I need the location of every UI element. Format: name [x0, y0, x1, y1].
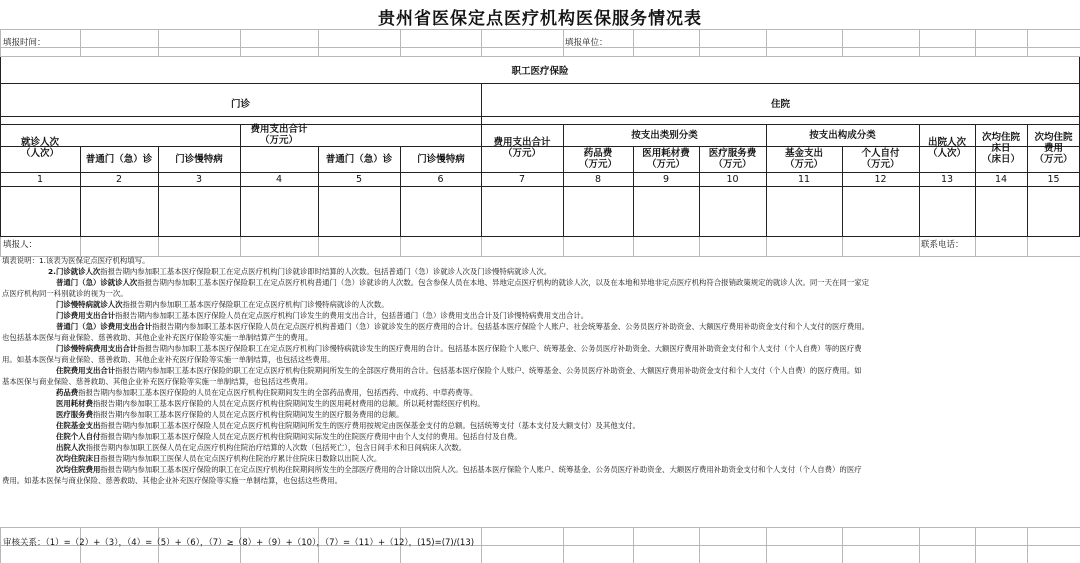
instruction-line: [2, 333, 312, 342]
instruction-line: [56, 410, 403, 419]
instruction-text: 指报告期内参加职工基本医疗保险的职工在定点医疗机构住院期间所发生的全部医疗费用的合计除以出院人次。包括基本医疗保险个人账户、统筹基金、公务员医疗补助资金、大额医疗费用补助资金支付和个人支付（个人自费）的医疗: [100, 465, 862, 474]
col-chronic-2: 门诊慢特病: [417, 153, 465, 165]
instruction-line: [56, 344, 862, 353]
instruction-term: 门诊慢特病费用支出合计: [56, 344, 138, 353]
instruction-term: 普通门（急）诊就诊人次: [56, 278, 138, 287]
instruction-line: [48, 267, 551, 276]
column-number: 6: [437, 174, 444, 185]
column-number: 1: [36, 174, 44, 185]
instruction-line: [56, 366, 862, 375]
audit-relations: 审核关系：（1）=（2）+（3），（4）=（5）+（6），（7）≥（8）+（9）+（10），（7）=（11）+（12），(15)=(7)/(13): [3, 538, 475, 548]
instruction-text: 指报告期内参加职工医保人员在定点医疗机构住院治疗结算的人次数（包括死亡），包含日间手术和日间病床人次数。: [85, 443, 467, 452]
page-title: 贵州省医保定点医疗机构医保服务情况表: [378, 9, 702, 29]
instruction-term: 医用耗材费: [56, 399, 93, 408]
fill-time-label: 填报时间：: [3, 38, 46, 48]
instruction-text: 费用。如基本医保与商业保险、慈善救助、其他企业补充医疗保险等实施一单制结算，也包括这些费用。: [2, 476, 342, 485]
instruction-text: 指报告期内参加职工基本医疗保险人员在定点医疗机构住院期间所发生的医疗费用按规定由医保基金支付的总额。包括统筹支付（基本支付及大额支付）及其他支付。: [100, 421, 640, 430]
instruction-line: [56, 322, 869, 331]
column-number: 4: [275, 174, 283, 185]
instruction-text: 指报告期内参加职工基本医疗保险的人员在定点医疗机构住院期间发生的医用耗材费用的总额。所以耗材需经医疗机构。: [92, 399, 485, 408]
column-number: 12: [874, 174, 887, 185]
column-number: 5: [355, 174, 363, 185]
instruction-line: [56, 432, 522, 441]
column-number: 13: [940, 174, 954, 185]
instruction-text: 用。如基本医保与商业保险、慈善救助、其他企业补充医疗保险等实施一单制结算，也包括这些费用。: [2, 355, 335, 364]
phone-label: 联系电话：: [921, 240, 964, 250]
instruction-line: [56, 278, 869, 287]
col-bed-days: 次均住院 床日 （床日）: [981, 131, 1020, 165]
instruction-line: [56, 300, 389, 309]
column-number: 3: [195, 174, 203, 185]
instruction-text: 指报告期内参加职工基本医疗保险职工在定点医疗机构门诊就诊即时结算的人次数。包括普通门（急）诊就诊人次及门诊慢特病就诊人次。: [100, 267, 552, 276]
instruction-text: 指报告期内参加职工基本医疗保险的人员在定点医疗机构住院期间发生的医疗服务费用的总额。: [92, 410, 404, 419]
instruction-line: [56, 443, 466, 452]
instruction-text: 指报告期内参加职工基本医疗保险职工在定点医疗机构门诊慢特病就诊发生的医疗费用的合计。包括基本医疗保险个人账户、统筹基金、公务员医疗补助资金、大额医疗费用补助资金支付和个人支付（个人自费）等的医疗费: [137, 344, 862, 353]
col-chronic: 门诊慢特病: [175, 153, 223, 165]
col-discharge: 出院人次 （人次）: [927, 137, 966, 159]
column-number: 8: [594, 174, 602, 185]
instruction-term: 住院个人自付: [56, 432, 101, 441]
col-avg-cost: 次均住院 费用 （万元）: [1034, 131, 1073, 165]
inpatient-header: 住院: [770, 98, 790, 110]
instruction-line: [2, 256, 149, 265]
col-visits: 就诊人次 （人次）: [20, 137, 59, 159]
instruction-text: 填表说明：1.该表为医保定点医疗机构填写。: [2, 256, 150, 265]
instruction-term: 次均住院费用: [56, 465, 101, 474]
instruction-line: [2, 355, 335, 364]
column-number: 7: [518, 174, 526, 185]
instruction-text: 指报告期内参加职工基本医疗保险职工在定点医疗机构普通门（急）诊就诊的人次数。包含参保人员在本地、异地定点医疗机构的就诊人次，以及在本地和异地非定点医疗机构符合报销政策规定的就诊人次。同一天在同一家定: [137, 278, 869, 287]
instruction-term: 出院人次: [56, 443, 86, 452]
col-by-type: 按支出类别分类: [631, 129, 698, 141]
fill-unit-label: 填报单位：: [565, 38, 608, 48]
col-ordinary-2: 普通门（急）诊: [325, 153, 393, 165]
instruction-term: 次均住院床日: [56, 454, 101, 463]
instruction-line: [2, 289, 128, 298]
column-number: 2: [115, 174, 123, 185]
instruction-line: [56, 454, 381, 463]
instruction-term: 药品费: [56, 388, 79, 397]
outpatient-header: 门诊: [230, 98, 250, 110]
column-number: 11: [797, 174, 811, 185]
instruction-term: 住院基金支出: [56, 421, 101, 430]
instruction-line: [2, 377, 312, 386]
instruction-line: [56, 388, 477, 397]
instruction-term: 普通门（急）诊费用支出合计: [56, 322, 153, 331]
instruction-text: 点医疗机构同一科别就诊的视为一次。: [2, 289, 128, 298]
col-ip-cost: 费用支出合计 （万元）: [493, 137, 551, 159]
col-ordinary: 普通门（急）诊: [85, 153, 153, 165]
section-header: 职工医疗保险: [511, 65, 569, 77]
column-number: 14: [994, 174, 1008, 185]
instruction-text: 指报告期内参加职工基本医疗保险人员在定点医疗机构门诊发生的费用支出合计，包括普通门（急）诊费用支出合计及门诊慢特病费用支出合计。: [115, 311, 589, 320]
instruction-line: [2, 476, 342, 485]
instruction-text: 指报告期内参加职工医保人员在定点医疗机构住院治疗累计住院床日数除以出院人次。: [100, 454, 382, 463]
instruction-text: 指报告期内参加职工基本医疗保险的职工在定点医疗机构住院期间所发生的全部医疗费用的合计。包括基本医疗保险个人账户、统筹基金、公务员医疗补助资金、大额医疗费用补助资金支付和个人支付（个人自费）的医疗费用。如: [115, 366, 862, 375]
instruction-term: 医疗服务费: [56, 410, 93, 419]
instruction-text: 基本医保与商业保险、慈善救助、其他企业补充医疗保险等实施一单制结算，也包括这些费用。: [2, 377, 313, 386]
column-number: 9: [662, 174, 670, 185]
instruction-term: 门诊慢特病就诊人次: [56, 300, 123, 309]
col-fund: 基金支出 （万元）: [784, 148, 823, 170]
instruction-line: [56, 421, 640, 430]
col-material: 医用耗材费 （万元）: [642, 148, 690, 170]
instruction-text: 指报告期内参加职工基本医疗保险人员在定点医疗机构普通门（急）诊就诊发生的医疗费用的合计。包括基本医疗保险个人账户、社会统筹基金、公务员医疗补助资金、大额医疗费用补助资金支付和个人支付的医疗费用。: [152, 322, 869, 331]
instruction-text: 也包括基本医保与商业保险、慈善救助、其他企业补充医疗保险等实施一单制结算产生的费用。: [2, 333, 313, 342]
instruction-line: [56, 465, 862, 474]
col-op-cost: 费用支出合计 （万元）: [250, 124, 308, 146]
instruction-line: [56, 399, 485, 408]
instruction-text: 指报告期内参加职工基本医疗保险职工在定点医疗机构门诊慢特病就诊的人次数。: [122, 300, 389, 309]
instruction-text: 指报告期内参加职工基本医疗保险的人员在定点医疗机构住院期间发生的全部药品费用，包括西药、中成药、中草药费等。: [78, 388, 478, 397]
instruction-term: 住院费用支出合计: [56, 366, 116, 375]
instruction-term: 门诊费用支出合计: [56, 311, 116, 320]
instruction-text: 指报告期内参加职工基本医疗保险人员在定点医疗机构住院期间实际发生的住院医疗费用中由个人支付的费用。包括自付及自费。: [100, 432, 522, 441]
instruction-term: 2.门诊就诊人次: [48, 267, 101, 276]
column-number: 15: [1047, 174, 1060, 185]
col-drug: 药品费 （万元）: [578, 148, 617, 170]
col-self-pay: 个人自付 （万元）: [861, 148, 900, 170]
col-service: 医疗服务费 （万元）: [708, 148, 757, 170]
instruction-line: [56, 311, 588, 320]
col-by-comp: 按支出构成分类: [809, 129, 876, 141]
filler-label: 填报人：: [3, 240, 38, 250]
column-number: 10: [726, 174, 739, 185]
